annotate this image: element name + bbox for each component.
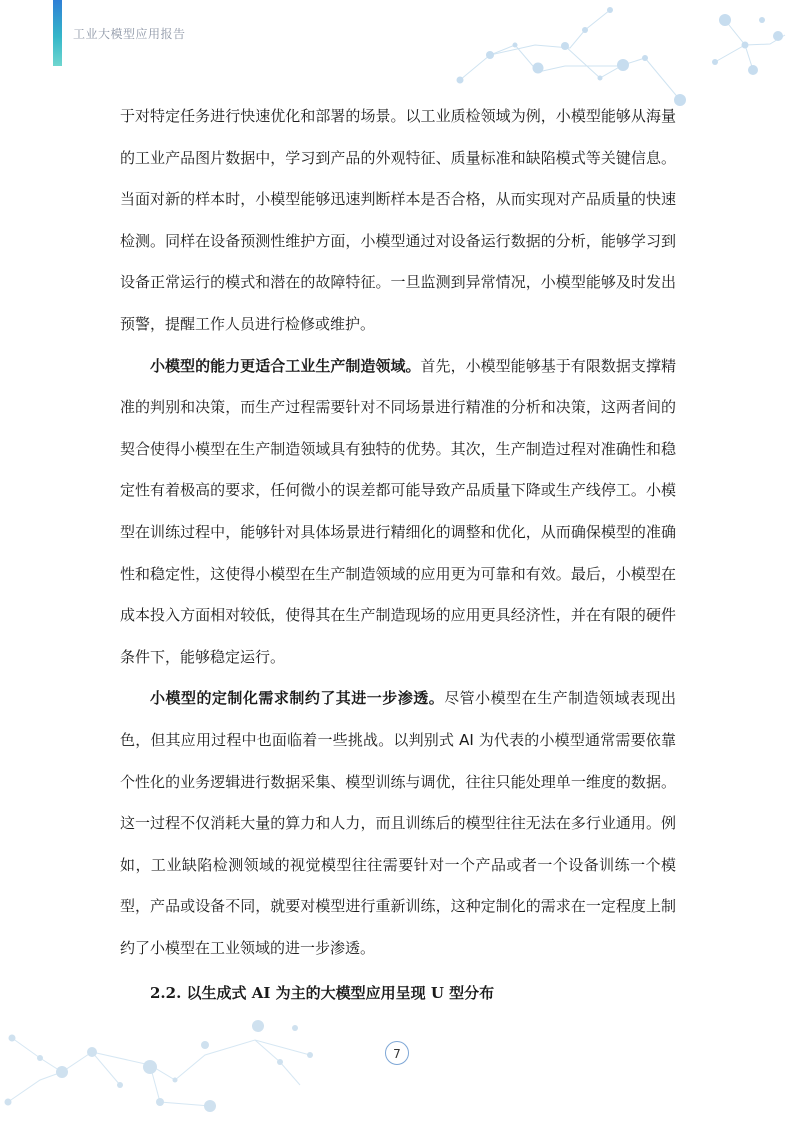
- paragraph-text: 首先，小模型能够基于有限数据支撑精准的判别和决策，而生产过程需要针对不同场景进行精准的分析和决策，这两者间的契合使得小模型在生产制造领域具有独特的优势。其次，生产制造过程对准确性和稳定性有着极高的要求，任何微小的误差都可能导致产品质量下降或生产线停工。小模型在训练过程中，能够针对具体场景进行精细化的调整和优化，从而确保模型的准确性和稳定性，这使得小模型在生产制造领域的应用更为可靠和有效。最后，小模型在成本投入方面相对较低，使得其在生产制造现场的应用更具经济性，并在有限的硬件条件下，能够稳定运行。: [120, 356, 676, 666]
- paragraph-lead: 小模型的定制化需求制约了其进一步渗透。: [150, 689, 445, 708]
- paragraph: [120, 96, 676, 346]
- paragraph-lead: 小模型的能力更适合工业生产制造领域。: [150, 356, 421, 375]
- page-number: 7: [385, 1041, 409, 1065]
- paragraph: [120, 678, 676, 969]
- network-decoration-bottom: [0, 1010, 340, 1123]
- paragraph-text: 尽管小模型在生产制造领域表现出色，但其应用过程中也面临着一些挑战。以判别式 AI 为代表的小模型通常需要依靠个性化的业务逻辑进行数据采集、模型训练与调优，往往只能处理单一维度的数据。这一过程不仅消耗大量的算力和人力，而且训练后的模型往往无法在多行业通用。例如，工业缺陷检测领域的视觉模型往往需要针对一个产品或者一个设备训练一个模型，产品或设备不同，就要对模型进行重新训练，这种定制化的需求在一定程度上制约了小模型在工业领域的进一步渗透。: [120, 689, 676, 957]
- body-text: [120, 96, 676, 969]
- paragraph-text: 于对特定任务进行快速优化和部署的场景。以工业质检领域为例，小模型能够从海量的工业产品图片数据中，学习到产品的外观特征、质量标准和缺陷模式等关键信息。当面对新的样本时，小模型能够迅速判断样本是否合格，从而实现对产品质量的快速检测。同样在设备预测性维护方面，小模型通过对设备运行数据的分析，能够学习到设备正常运行的模式和潜在的故障特征。一旦监测到异常情况，小模型能够及时发出预警，提醒工作人员进行检修或维护。: [120, 107, 676, 333]
- report-title: 工业大模型应用报告: [73, 27, 186, 41]
- paragraph: [120, 346, 676, 679]
- header-accent-bar: [53, 0, 62, 66]
- section-heading: 2.2. 以生成式 AI 为主的大模型应用呈现 U 型分布: [150, 984, 495, 1002]
- network-decoration-top: [440, 0, 794, 110]
